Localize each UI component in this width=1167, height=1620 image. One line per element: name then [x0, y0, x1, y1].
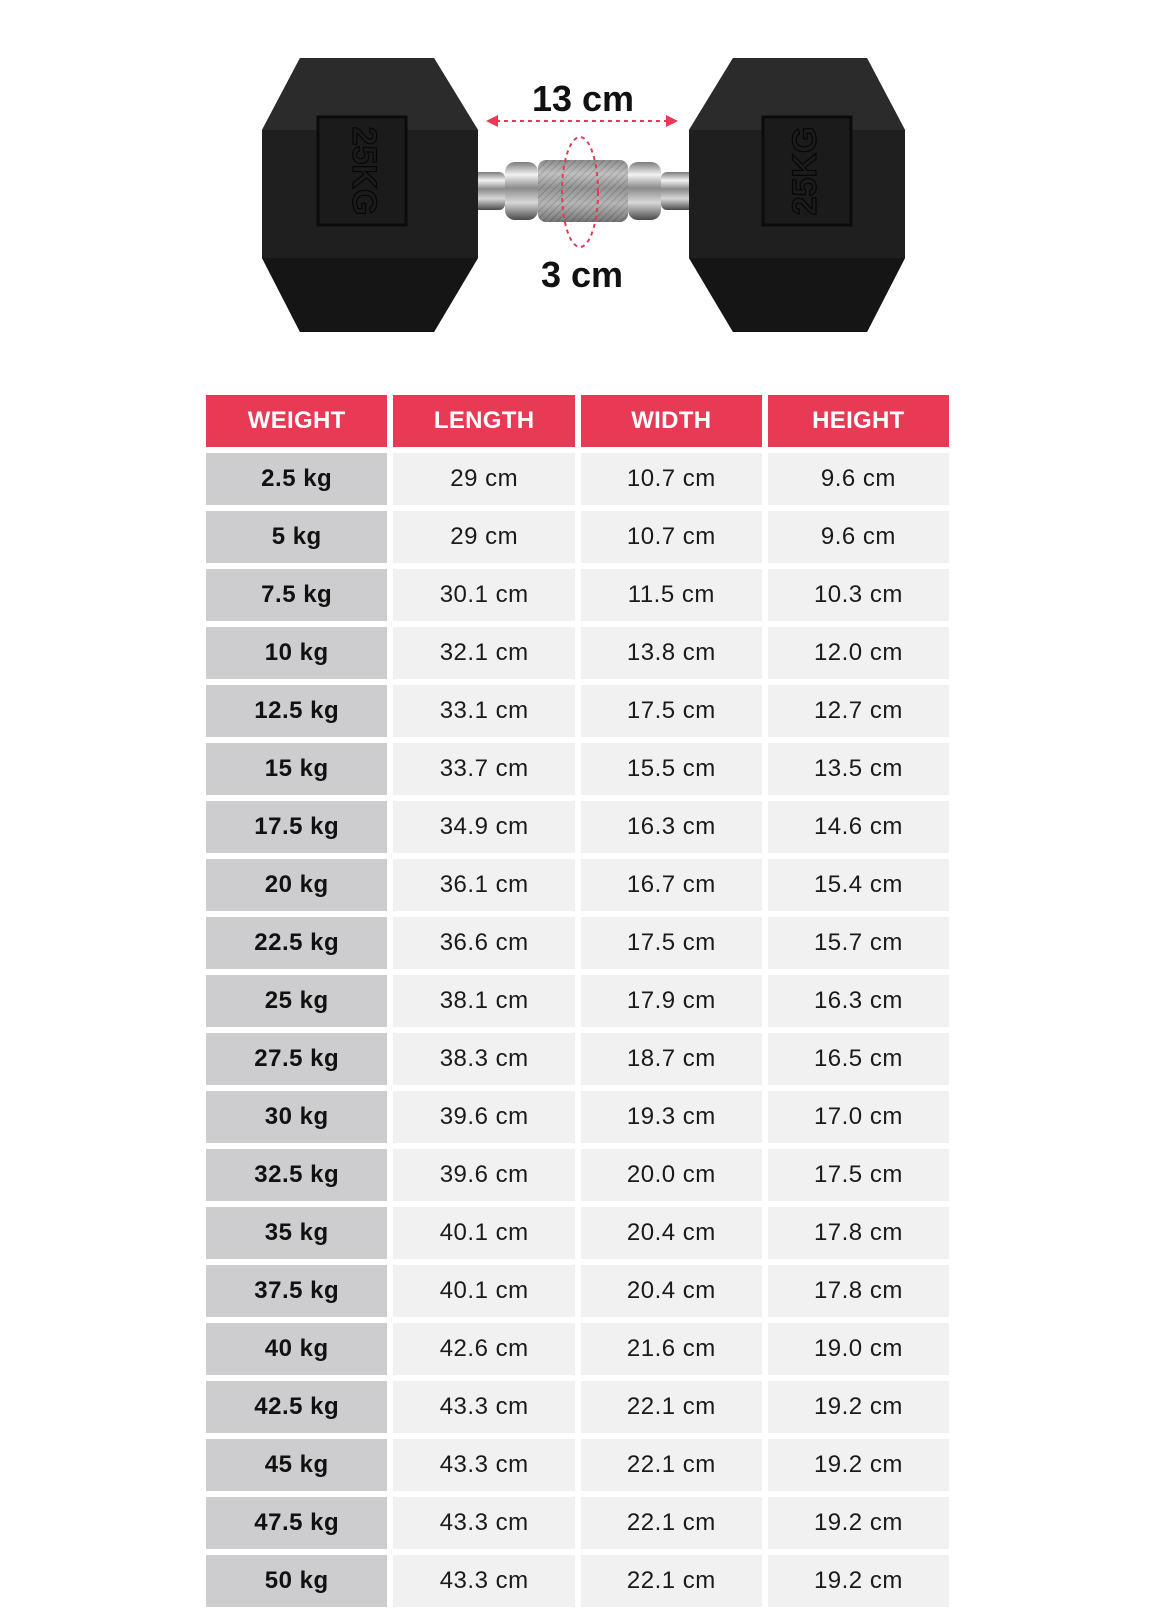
table-row: [206, 1149, 949, 1201]
cell-length: 29 cm: [393, 453, 574, 505]
cell-width: 22.1 cm: [581, 1439, 762, 1491]
cell-length: 36.6 cm: [393, 917, 574, 969]
cell-width: 10.7 cm: [581, 511, 762, 563]
cell-height: 19.2 cm: [768, 1555, 949, 1607]
cell-width: 17.5 cm: [581, 917, 762, 969]
cell-length: 43.3 cm: [393, 1497, 574, 1549]
table-row: [206, 859, 949, 911]
left-plate-label: 25KG: [345, 126, 384, 216]
table-row: [206, 1323, 949, 1375]
cell-width: 20.4 cm: [581, 1207, 762, 1259]
cell-length: 42.6 cm: [393, 1323, 574, 1375]
length-label: 13 cm: [531, 78, 635, 119]
cell-length: 43.3 cm: [393, 1381, 574, 1433]
table-row: [206, 1497, 949, 1549]
cell-height: 10.3 cm: [768, 569, 949, 621]
diameter-label: 3 cm: [540, 254, 624, 295]
cell-width: 20.0 cm: [581, 1149, 762, 1201]
right-weight-head: [689, 58, 905, 332]
table-row: [206, 569, 949, 621]
cell-length: 43.3 cm: [393, 1555, 574, 1607]
cell-weight: 12.5 kg: [206, 685, 387, 737]
cell-weight: 47.5 kg: [206, 1497, 387, 1549]
table-row: [206, 1091, 949, 1143]
cell-height: 19.0 cm: [768, 1323, 949, 1375]
header-row: [206, 395, 949, 447]
table-row: [206, 801, 949, 853]
cell-weight: 20 kg: [206, 859, 387, 911]
cell-width: 16.7 cm: [581, 859, 762, 911]
cell-weight: 32.5 kg: [206, 1149, 387, 1201]
length-dimension: [486, 78, 678, 127]
cell-length: 38.1 cm: [393, 975, 574, 1027]
cell-length: 30.1 cm: [393, 569, 574, 621]
table-row: [206, 975, 949, 1027]
cell-weight: 5 kg: [206, 511, 387, 563]
handle: [470, 160, 696, 222]
cell-weight: 15 kg: [206, 743, 387, 795]
cell-height: 17.8 cm: [768, 1207, 949, 1259]
cell-length: 34.9 cm: [393, 801, 574, 853]
cell-height: 9.6 cm: [768, 511, 949, 563]
cell-width: 15.5 cm: [581, 743, 762, 795]
cell-length: 36.1 cm: [393, 859, 574, 911]
header-length: LENGTH: [393, 395, 574, 447]
cell-length: 32.1 cm: [393, 627, 574, 679]
cell-weight: 35 kg: [206, 1207, 387, 1259]
cell-weight: 40 kg: [206, 1323, 387, 1375]
cell-width: 18.7 cm: [581, 1033, 762, 1085]
cell-width: 17.9 cm: [581, 975, 762, 1027]
cell-height: 19.2 cm: [768, 1439, 949, 1491]
cell-length: 33.1 cm: [393, 685, 574, 737]
cell-length: 43.3 cm: [393, 1439, 574, 1491]
size-table: [200, 389, 955, 1613]
cell-height: 14.6 cm: [768, 801, 949, 853]
cell-height: 19.2 cm: [768, 1497, 949, 1549]
cell-width: 22.1 cm: [581, 1555, 762, 1607]
table-row: [206, 511, 949, 563]
table-row: [206, 1265, 949, 1317]
cell-weight: 17.5 kg: [206, 801, 387, 853]
cell-width: 16.3 cm: [581, 801, 762, 853]
cell-length: 38.3 cm: [393, 1033, 574, 1085]
cell-weight: 2.5 kg: [206, 453, 387, 505]
table-row: [206, 627, 949, 679]
cell-length: 39.6 cm: [393, 1091, 574, 1143]
cell-height: 17.8 cm: [768, 1265, 949, 1317]
cell-width: 13.8 cm: [581, 627, 762, 679]
cell-length: 40.1 cm: [393, 1207, 574, 1259]
cell-length: 39.6 cm: [393, 1149, 574, 1201]
cell-weight: 42.5 kg: [206, 1381, 387, 1433]
cell-height: 9.6 cm: [768, 453, 949, 505]
cell-length: 40.1 cm: [393, 1265, 574, 1317]
cell-height: 12.0 cm: [768, 627, 949, 679]
cell-width: 22.1 cm: [581, 1381, 762, 1433]
table-row: [206, 1381, 949, 1433]
cell-height: 13.5 cm: [768, 743, 949, 795]
cell-height: 12.7 cm: [768, 685, 949, 737]
cell-height: 16.3 cm: [768, 975, 949, 1027]
table-row: [206, 1439, 949, 1491]
cell-width: 10.7 cm: [581, 453, 762, 505]
cell-weight: 7.5 kg: [206, 569, 387, 621]
table-row: [206, 1555, 949, 1607]
table-row: [206, 685, 949, 737]
cell-weight: 22.5 kg: [206, 917, 387, 969]
cell-weight: 30 kg: [206, 1091, 387, 1143]
header-weight: WEIGHT: [206, 395, 387, 447]
table-row: [206, 917, 949, 969]
cell-weight: 37.5 kg: [206, 1265, 387, 1317]
cell-height: 19.2 cm: [768, 1381, 949, 1433]
table-row: [206, 743, 949, 795]
cell-weight: 10 kg: [206, 627, 387, 679]
cell-height: 15.7 cm: [768, 917, 949, 969]
cell-weight: 45 kg: [206, 1439, 387, 1491]
cell-length: 29 cm: [393, 511, 574, 563]
cell-width: 19.3 cm: [581, 1091, 762, 1143]
table-row: [206, 453, 949, 505]
cell-weight: 25 kg: [206, 975, 387, 1027]
header-height: HEIGHT: [768, 395, 949, 447]
cell-width: 11.5 cm: [581, 569, 762, 621]
cell-weight: 27.5 kg: [206, 1033, 387, 1085]
left-weight-head: [262, 58, 478, 332]
cell-width: 22.1 cm: [581, 1497, 762, 1549]
cell-height: 15.4 cm: [768, 859, 949, 911]
cell-width: 17.5 cm: [581, 685, 762, 737]
header-width: WIDTH: [581, 395, 762, 447]
right-plate-label: 25KG: [785, 126, 824, 216]
cell-width: 21.6 cm: [581, 1323, 762, 1375]
table-row: [206, 1207, 949, 1259]
table-row: [206, 1033, 949, 1085]
cell-height: 16.5 cm: [768, 1033, 949, 1085]
dumbbell-figure: [0, 0, 1167, 360]
cell-width: 20.4 cm: [581, 1265, 762, 1317]
cell-height: 17.0 cm: [768, 1091, 949, 1143]
cell-length: 33.7 cm: [393, 743, 574, 795]
cell-height: 17.5 cm: [768, 1149, 949, 1201]
cell-weight: 50 kg: [206, 1555, 387, 1607]
